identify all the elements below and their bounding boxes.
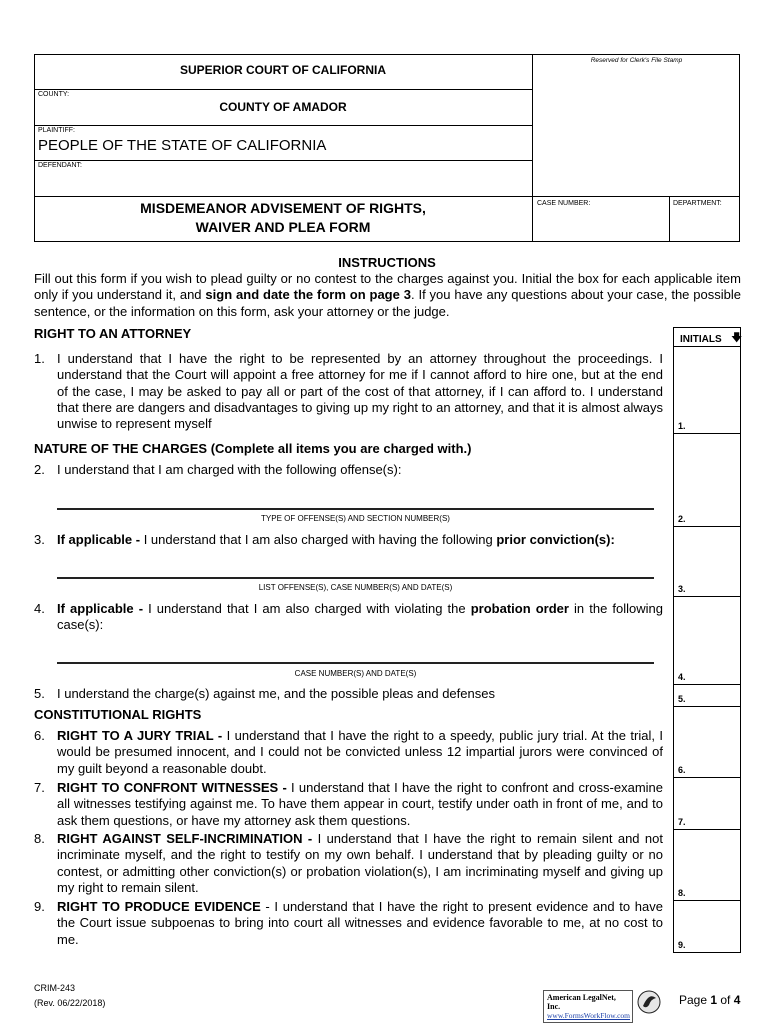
initial-box-5[interactable] — [673, 684, 741, 707]
item-4-lead: If applicable - — [57, 601, 149, 616]
caption-rule-3 — [34, 160, 532, 161]
item-2-number: 2. — [34, 462, 45, 477]
item-4-body-end: in the following case(s): — [57, 601, 663, 633]
item-8-number: 8. — [34, 831, 45, 846]
page-of: of — [717, 993, 734, 1007]
caption-rule-4 — [34, 196, 740, 197]
probation-case-line-label: CASE NUMBER(S) AND DATE(S) — [294, 669, 417, 678]
initials-label: INITIALS — [680, 334, 722, 345]
arrow-down-icon: 🡇 — [731, 332, 743, 344]
item-7-number: 7. — [34, 780, 45, 795]
instructions-heading: INSTRUCTIONS — [338, 255, 436, 270]
initial-box-7[interactable] — [673, 777, 741, 830]
item-7-lead: RIGHT TO CONFRONT WITNESSES - — [57, 780, 292, 795]
prior-conviction-write-line[interactable] — [57, 577, 654, 579]
probation-case-write-line[interactable] — [57, 662, 654, 664]
item-6-body: I understand that I have the right to a speedy, public jury trial. At the trial, I would be presumed innocent, and I could not be convicted unless 12 impartial jurors were convinced of my guilt beyond a reasonable doubt. — [57, 728, 664, 776]
item-7-body: I understand that I have the right to confront and cross-examine all witnesses testifying against me. To have them appear in court, testify under oath in front of me, and to ask them questions, or have my attorney ask them questions. — [57, 780, 663, 828]
item-4-bold-mid: probation order — [470, 601, 569, 616]
page-word: Page — [679, 993, 711, 1007]
item-1-number: 1. — [34, 351, 45, 366]
item-9-body: - I understand that I have the right to present evidence and to have the Court issue subpoenas to bring into court all witnesses and evidence favorable to me, at no cost to me. — [57, 899, 663, 947]
initial-box-7-num: 7. — [678, 817, 686, 827]
section-constitutional-rights: CONSTITUTIONAL RIGHTS — [34, 707, 202, 722]
page-number: 1 — [710, 993, 718, 1007]
item-1-text: I understand that I have the right to be represented by an attorney throughout the proceedings. I understand that the Court will appoint a free attorney for me if I cannot afford to hire one, but at the end of the case, I may be asked to pay all or part of the cost of that attorney, if I can afford to. I understand that there are dangers and disadvantages to giving up my right to an attorney, and that it is almost always unwise to represent myself — [57, 351, 663, 432]
item-5-text: I understand the charge(s) against me, and the possible pleas and defenses — [57, 686, 495, 701]
plaintiff-label: PLAINTIFF: — [38, 127, 75, 134]
offense-write-line[interactable] — [57, 508, 654, 510]
initial-box-9[interactable] — [673, 900, 741, 953]
section-right-to-attorney: RIGHT TO AN ATTORNEY — [34, 326, 192, 341]
item-9-text — [57, 899, 663, 948]
caption-divider — [532, 54, 533, 242]
case-dept-divider — [669, 196, 670, 242]
item-3-bold-end: prior conviction(s): — [496, 532, 615, 547]
publisher-block — [543, 990, 633, 1023]
form-id: CRIM-243 — [34, 983, 76, 993]
initial-box-3-num: 3. — [678, 584, 686, 594]
initial-box-1[interactable] — [673, 346, 741, 434]
item-3-lead: If applicable - — [57, 532, 144, 547]
item-6-lead: RIGHT TO A JURY TRIAL - — [57, 728, 227, 743]
page-indicator — [679, 993, 740, 1007]
initial-box-2-num: 2. — [678, 514, 686, 524]
initial-box-8[interactable] — [673, 829, 741, 901]
prior-conviction-line-label: LIST OFFENSE(S), CASE NUMBER(S) AND DATE(S) — [258, 583, 453, 592]
item-3-text — [57, 532, 663, 548]
item-2-text: I understand that I am charged with the following offense(s): — [57, 462, 402, 477]
item-4-text — [57, 601, 663, 634]
offense-line-label: TYPE OF OFFENSE(S) AND SECTION NUMBER(S) — [261, 514, 450, 523]
caption-rule-2 — [34, 125, 532, 126]
court-name: SUPERIOR COURT OF CALIFORNIA — [180, 63, 386, 77]
item-8-text — [57, 831, 663, 896]
publisher-url[interactable]: www.FormsWorkFlow.com — [547, 1011, 631, 1020]
form-title-line-1: MISDEMEANOR ADVISEMENT OF RIGHTS, — [140, 200, 426, 216]
item-9-lead: RIGHT TO PRODUCE EVIDENCE — [57, 899, 261, 914]
item-9-number: 9. — [34, 899, 45, 914]
item-4-body: I understand that I am also charged with violating the — [148, 601, 471, 616]
page-total: 4 — [733, 993, 741, 1007]
plaintiff-value: PEOPLE OF THE STATE OF CALIFORNIA — [38, 137, 327, 154]
initial-box-6[interactable] — [673, 706, 741, 778]
initial-box-3[interactable] — [673, 526, 741, 597]
item-5-number: 5. — [34, 686, 45, 701]
publisher-logo-icon — [637, 990, 661, 1014]
case-number-label: CASE NUMBER: — [537, 200, 591, 207]
item-7-text — [57, 780, 663, 829]
item-8-body: I understand that I have the right to remain silent and not incriminate myself, and the right to testify on my own behalf. I understand that by pleading guilty or no contest, or admitting other conviction(s) or probation violation(s), I am incriminating myself and giving up my right to remain silent. — [57, 831, 663, 895]
instructions-text-b: . If you have any questions about your case, the possible sentence, or the information on this form, ask your attorney or the judge. — [34, 287, 741, 319]
item-3-body: I understand that I am also charged with having the following — [143, 532, 497, 547]
initial-box-4[interactable] — [673, 596, 741, 685]
item-6-number: 6. — [34, 728, 45, 743]
instructions-text — [34, 271, 741, 320]
form-revision: (Rev. 06/22/2018) — [34, 998, 106, 1008]
publisher-name: American LegalNet, Inc. — [547, 993, 616, 1011]
clerk-stamp-label: Reserved for Clerk's File Stamp — [590, 57, 683, 64]
form-title-line-2: WAIVER AND PLEA FORM — [195, 219, 371, 235]
item-4-number: 4. — [34, 601, 45, 616]
department-label: DEPARTMENT: — [673, 200, 722, 207]
county-label: COUNTY: — [38, 91, 70, 98]
initials-header — [673, 327, 741, 347]
item-3-number: 3. — [34, 532, 45, 547]
instructions-text-a: Fill out this form if you wish to plead guilty or no contest to the charges against you. Initial the box for each applicable item only if you understand it, and — [34, 271, 741, 303]
initial-box-4-num: 4. — [678, 672, 686, 682]
section-nature-of-charges: NATURE OF THE CHARGES (Complete all items you are charged with.) — [34, 441, 472, 456]
initial-box-8-num: 8. — [678, 888, 686, 898]
county-value: COUNTY OF AMADOR — [219, 100, 347, 114]
initial-box-9-num: 9. — [678, 940, 686, 950]
initial-box-2[interactable] — [673, 433, 741, 527]
item-6-text — [57, 728, 663, 777]
caption-rule-1 — [34, 89, 532, 90]
defendant-label: DEFENDANT: — [38, 162, 82, 169]
initial-box-6-num: 6. — [678, 765, 686, 775]
initial-box-1-num: 1. — [678, 421, 686, 431]
initial-box-5-num: 5. — [678, 694, 686, 704]
instructions-text-bold: sign and date the form on page 3 — [205, 287, 411, 303]
item-8-lead: RIGHT AGAINST SELF-INCRIMINATION - — [57, 831, 318, 846]
